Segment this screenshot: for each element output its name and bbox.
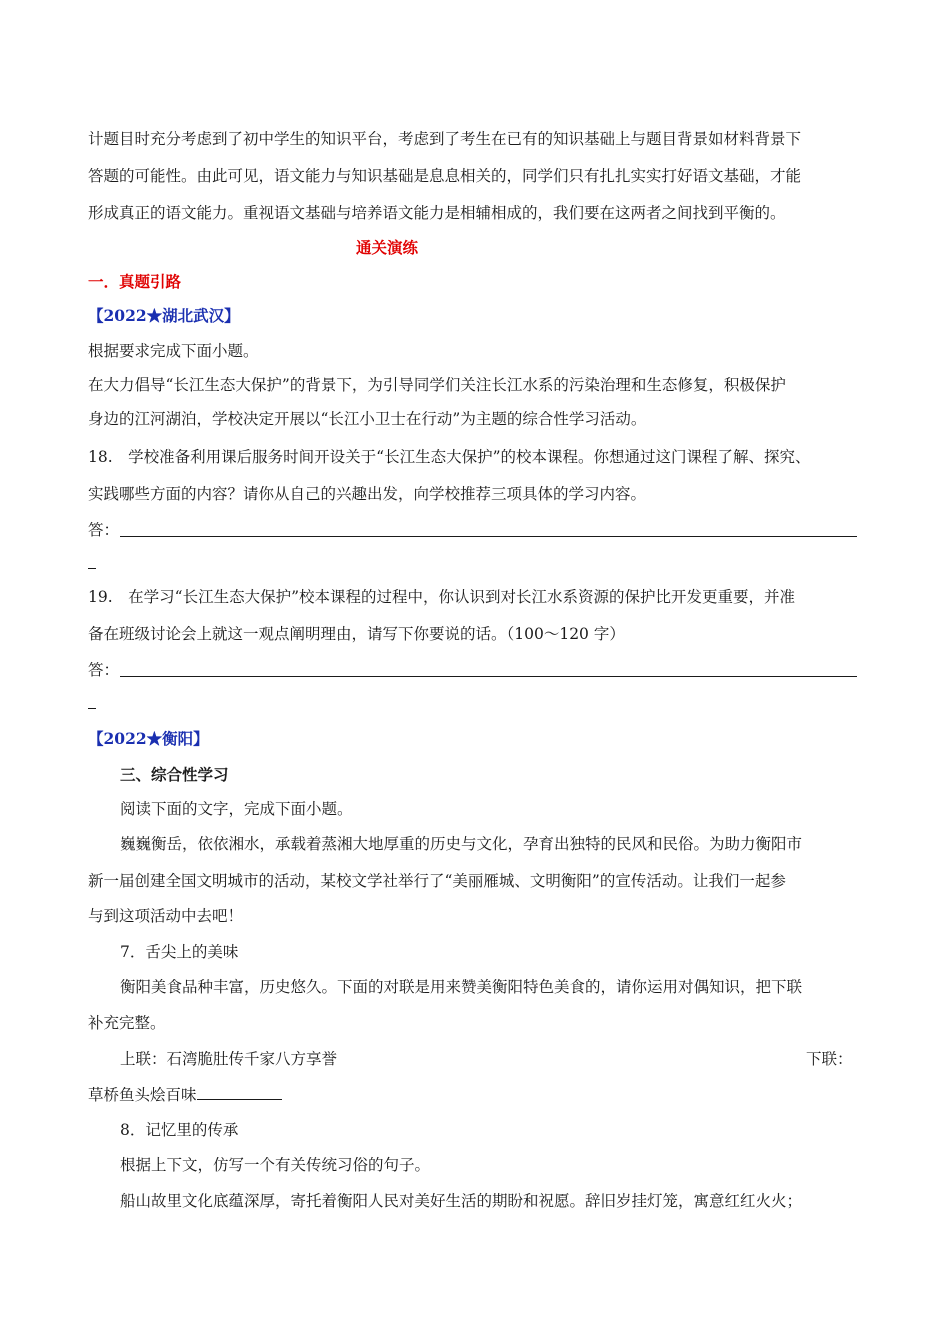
question-8-title: 8．记忆里的传承 bbox=[120, 1121, 239, 1139]
intro-line-2: 答题的可能性。由此可见，语文能力与知识基础是息息相关的，同学们只有扎扎实实打好语文基础，才能 bbox=[88, 167, 802, 185]
couplet-lower-text: 草桥鱼头烩百味 bbox=[88, 1086, 197, 1104]
hengyang-para-line-1: 巍巍衡岳，依依湘水，承载着蒸湘大地厚重的历史与文化，孕育出独特的民风和民俗。为助力衡阳市 bbox=[120, 835, 803, 853]
question-8-instruction: 根据上下文，仿写一个有关传统习俗的句子。 bbox=[120, 1156, 431, 1174]
question-7-text-1: 衡阳美食品种丰富，历史悠久。下面的对联是用来赞美衡阳特色美食的，请你运用对偶知识，把下联 bbox=[120, 978, 803, 996]
hengyang-para-line-2: 新一届创建全国文明城市的活动，某校文学社举行了“美丽雁城、文明衡阳”的宣传活动。让我们一起参 bbox=[88, 872, 786, 890]
couplet-lower-label: 下联： bbox=[806, 1050, 853, 1068]
question-19-line-2: 备在班级讨论会上就这一观点阐明理由，请写下你要说的话。（100～120 字） bbox=[88, 625, 625, 643]
intro-line-1: 计题目时充分考虑到了初中学生的知识平台，考虑到了考生在已有的知识基础上与题目背景如材料背景下 bbox=[88, 130, 802, 148]
hengyang-section-heading: 三、综合性学习 bbox=[120, 765, 229, 784]
hengyang-instruction: 阅读下面的文字，完成下面小题。 bbox=[120, 800, 353, 818]
wuhan-context-1: 在大力倡导“长江生态大保护”的背景下，为引导同学们关注长江水系的污染治理和生态修复，积极保护 bbox=[88, 376, 786, 394]
question-7-title: 7．舌尖上的美味 bbox=[120, 943, 239, 961]
hengyang-tag: 【2022★衡阳】 bbox=[88, 729, 209, 748]
wuhan-tag: 【2022★湖北武汉】 bbox=[88, 306, 240, 325]
couplet-lower-line bbox=[88, 1085, 282, 1105]
answer-18-label: 答： bbox=[88, 521, 120, 539]
couplet-answer-blank[interactable] bbox=[197, 1085, 282, 1100]
answer-18-continuation-line[interactable] bbox=[88, 568, 96, 569]
section-title: 通关演练 bbox=[356, 238, 419, 257]
answer-19-label: 答： bbox=[88, 661, 120, 679]
hengyang-para-line-3: 与到这项活动中去吧！ bbox=[88, 907, 244, 925]
wuhan-context-2: 身边的江河湖泊，学校决定开展以“长江小卫士在行动”为主题的综合性学习活动。 bbox=[88, 410, 647, 428]
question-19-line-1: 19. 在学习“长江生态大保护”校本课程的过程中，你认识到对长江水系资源的保护比开发更重要，并准 bbox=[88, 588, 796, 606]
question-18-line-1: 18. 学校准备利用课后服务时间开设关于“长江生态大保护”的校本课程。你想通过这门课程了解、探究、 bbox=[88, 448, 811, 466]
question-7-text-2: 补充完整。 bbox=[88, 1014, 166, 1032]
wuhan-instruction: 根据要求完成下面小题。 bbox=[88, 342, 259, 360]
question-8-text: 船山故里文化底蕴深厚，寄托着衡阳人民对美好生活的期盼和祝愿。辞旧岁挂灯笼，寓意红红火火； bbox=[120, 1192, 803, 1210]
couplet-upper: 上联：石湾脆肚传千家八方享誉 bbox=[120, 1050, 338, 1068]
intro-line-3: 形成真正的语文能力。重视语文基础与培养语文能力是相辅相成的，我们要在这两者之间找到平衡的。 bbox=[88, 204, 786, 222]
question-18-line-2: 实践哪些方面的内容？请你从自己的兴趣出发，向学校推荐三项具体的学习内容。 bbox=[88, 485, 647, 503]
answer-18-input-line[interactable] bbox=[120, 536, 857, 537]
answer-19-input-line[interactable] bbox=[120, 676, 857, 677]
answer-19-continuation-line[interactable] bbox=[88, 708, 96, 709]
part1-heading: 一．真题引路 bbox=[88, 272, 182, 291]
